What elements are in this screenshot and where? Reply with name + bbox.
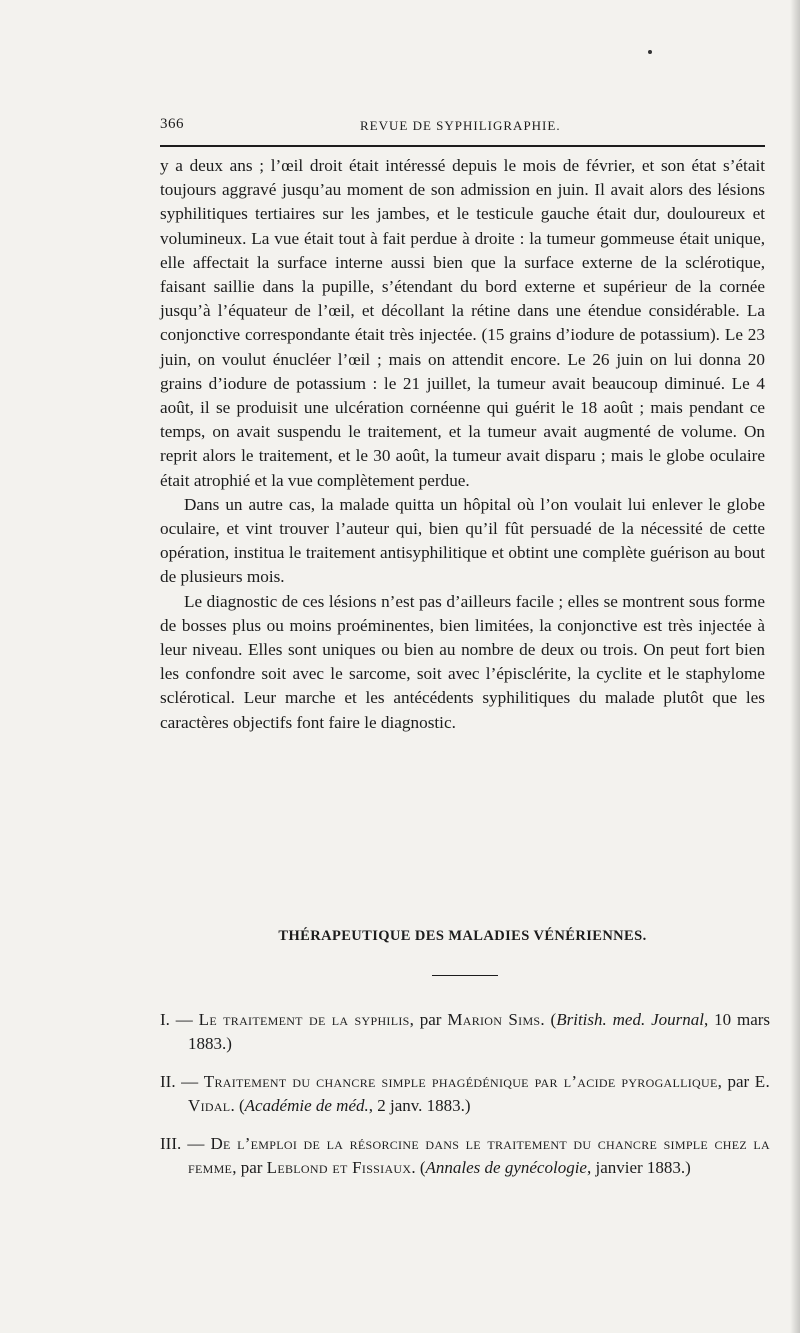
reference-author: Leblond et Fissiaux [266, 1158, 412, 1177]
reference-number: II. — [160, 1072, 204, 1091]
reference-list [160, 1008, 770, 1194]
reference-open: . ( [540, 1010, 557, 1029]
reference-date: , 2 janv. 1883.) [368, 1096, 471, 1115]
reference-number: I. — [160, 1010, 199, 1029]
ink-speck [648, 50, 652, 54]
reference-date: , 10 mars 1883.) [188, 1010, 771, 1053]
page-number: 366 [160, 116, 184, 132]
reference-title: Le traitement de la syphilis [198, 1010, 410, 1029]
reference-title: Traitement du chancre simple phagédénique par l’acide pyrogallique [203, 1072, 718, 1091]
reference-author: Marion Sims [447, 1010, 541, 1029]
reference-item [160, 1132, 770, 1180]
reference-date: , janvier 1883.) [586, 1158, 691, 1177]
paragraph-2: Dans un autre cas, la malade quitta un hôpital où l’on voulait lui enlever le globe oculaire, et vint trouver l’auteur qui, bien qu’il fût persuadé de la nécessité de cette opération, institua le traitement antisyphilitique et obtint une complète guérison au bout de plusieurs mois. [160, 494, 765, 587]
paragraph-3: Le diagnostic de ces lésions n’est pas d’ailleurs facile ; elles se montrent sous forme de bosses plus ou moins proéminentes, bien limitées, la conjonctive est très injectée à leur niveau. Elles sont uniques ou bien au nombre de deux ou trois. On peut fort bien les confondre soit avec le sarcome, soit avec l’épisclérite, la cyclite et le staphylome sclérotical. Leur marche et les antécédents syphilitiques du malade plutôt que les caractères objectifs font faire le diagnostic. [160, 591, 765, 732]
body-text [160, 154, 765, 735]
reference-open: . ( [230, 1096, 245, 1115]
running-title: REVUE DE SYPHILIGRAPHIE. [360, 118, 561, 133]
section-rule [432, 975, 498, 976]
reference-open: . ( [411, 1158, 426, 1177]
reference-by: , par [232, 1158, 267, 1177]
page-edge-shadow [790, 0, 800, 1333]
reference-by: , par [409, 1010, 448, 1029]
reference-item [160, 1070, 770, 1118]
section-title: THÉRAPEUTIQUE DES MALADIES VÉNÉRIENNES. [278, 928, 647, 944]
reference-number: III. — [160, 1134, 211, 1153]
reference-source: British. med. Journal [556, 1010, 704, 1029]
reference-item [160, 1008, 770, 1056]
paragraph-1: y a deux ans ; l’œil droit était intéressé depuis le mois de février, et son état s’était toujours aggravé jusqu’au moment de son admission en juin. Il avait alors des lésions syphilitiques tertiaires sur les jambes, et le testicule gauche était dur, douloureux et volumineux. La vue était tout à fait perdue à droite : la tumeur gommeuse était unique, elle affectait la surface interne aussi bien que la surface externe de la sclérotique, faisant saillie dans la pupille, s’étendant du bord externe et supérieur de la cornée jusqu’à l’équateur de l’œil, et décollant la rétine dans une étendue considérable. La conjonctive correspondante était très injectée. (15 grains d’iodure de potassium). Le 23 juin, on voulut énucléer l’œil ; mais on attendit encore. Le 26 juin on lui donna 20 grains d’iodure de potassium : le 21 juillet, la tumeur avait beaucoup diminué. Le 4 août, il se produisit une ulcération cornéenne qui guérit le 18 août ; mais pendant ce temps, on avait suspendu le traitement, et la tumeur avait augmenté de volume. On reprit alors le traitement, et le 30 août, la tumeur avait disparu ; mais le globe oculaire était atrophié et la vue complètement perdue. [160, 156, 765, 490]
reference-by: , par [717, 1072, 755, 1091]
reference-title: De l’emploi de la résorcine dans le traitement du chancre simple chez la femme [188, 1134, 771, 1177]
reference-author: E. Vidal [188, 1072, 770, 1115]
reference-source: Académie de méd. [244, 1096, 369, 1115]
reference-source: Annales de gynécologie [425, 1158, 587, 1177]
header-rule [160, 145, 765, 147]
